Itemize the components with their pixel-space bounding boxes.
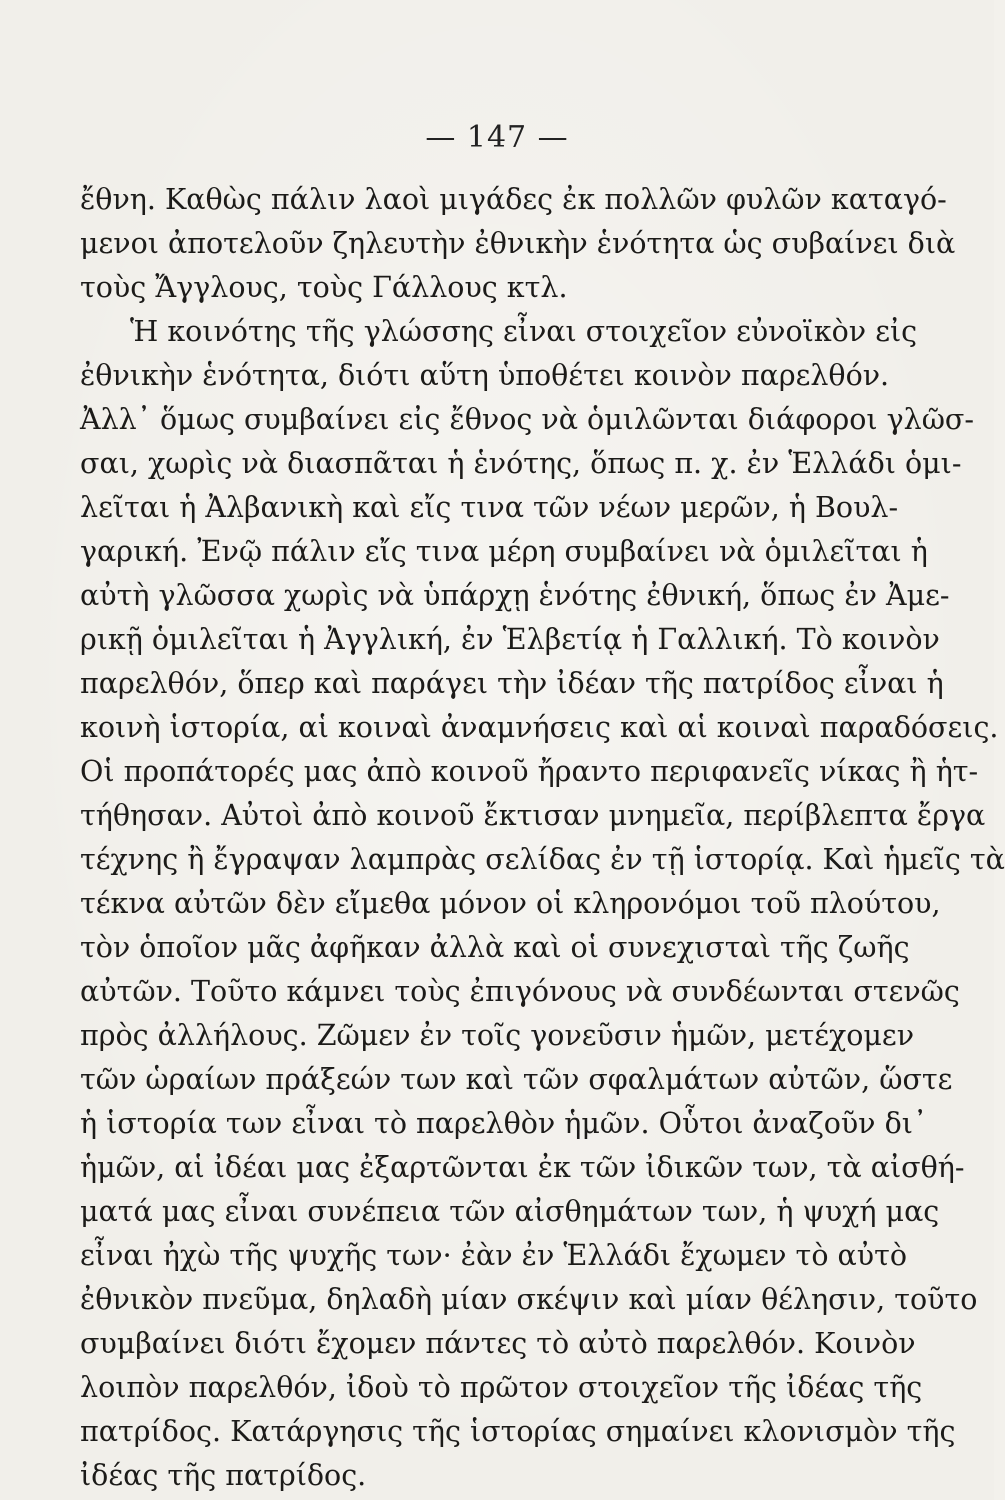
text-line: εἶναι ἠχὼ τῆς ψυχῆς των· ἐὰν ἐν Ἑλλάδι ἔχωμεν τὸ αὐτὸ — [80, 1239, 908, 1272]
text-line: τήθησαν. Αὐτοὶ ἀπὸ κοινοῦ ἔκτισαν μνημεῖα, περίβλεπτα ἔργα — [80, 799, 986, 832]
text-line: μενοι ἀποτελοῦν ζηλευτὴν ἐθνικὴν ἑνότητα ὡς συβαίνει διὰ — [80, 227, 956, 260]
text-line: συμβαίνει διότι ἔχομεν πάντες τὸ αὐτὸ παρελθόν. Κοινὸν — [80, 1327, 916, 1360]
text-line: Οἱ προπάτορές μας ἀπὸ κοινοῦ ἤραντο περιφανεῖς νίκας ἢ ἡτ- — [80, 755, 979, 788]
text-line: τοὺς Ἄγγλους, τοὺς Γάλλους κτλ. — [80, 271, 568, 304]
text-line: ἔθνη. Καθὼς πάλιν λαοὶ μιγάδες ἐκ πολλῶν φυλῶν καταγό- — [80, 183, 947, 216]
text-line: παρελθόν, ὅπερ καὶ παράγει τὴν ἰδέαν τῆς πατρίδος εἶναι ἡ — [80, 667, 944, 700]
text-line: πατρίδος. Κατάργησις τῆς ἱστορίας σημαίνει κλονισμὸν τῆς — [80, 1415, 956, 1448]
text-line: τὸν ὁποῖον μᾶς ἀφῆκαν ἀλλὰ καὶ οἱ συνεχισταὶ τῆς ζωῆς — [80, 931, 910, 964]
text-line: ρικῇ ὁμιλεῖται ἡ Ἀγγλική, ἐν Ἑλβετίᾳ ἡ Γαλλική. Τὸ κοινὸν — [80, 623, 940, 656]
text-line: λοιπὸν παρελθόν, ἰδοὺ τὸ πρῶτον στοιχεῖον τῆς ἰδέας τῆς — [80, 1371, 923, 1404]
text-line: τῶν ὡραίων πράξεών των καὶ τῶν σφαλμάτων αὐτῶν, ὥστε — [80, 1063, 953, 1096]
text-line: πρὸς ἀλλήλους. Ζῶμεν ἐν τοῖς γονεῦσιν ἡμῶν, μετέχομεν — [80, 1019, 915, 1052]
page-number: — 147 — — [425, 120, 569, 155]
text-line: ματά μας εἶναι συνέπεια τῶν αἰσθημάτων των, ἡ ψυχή μας — [80, 1195, 940, 1228]
body-text — [80, 178, 1005, 1498]
text-line: αὐτὴ γλῶσσα χωρὶς νὰ ὑπάρχῃ ἑνότης ἐθνική, ὅπως ἐν Ἀμε- — [80, 579, 950, 612]
text-line: ἰδέας τῆς πατρίδος. — [80, 1459, 367, 1492]
text-line: ἡμῶν, αἱ ἰδέαι μας ἐξαρτῶνται ἐκ τῶν ἰδικῶν των, τὰ αἰσθή- — [80, 1151, 965, 1184]
text-line: αὐτῶν. Τοῦτο κάμνει τοὺς ἐπιγόνους νὰ συνδέωνται στενῶς — [80, 975, 960, 1008]
text-line: Ἀλλ᾽ ὅμως συμβαίνει εἰς ἔθνος νὰ ὁμιλῶνται διάφοροι γλῶσ- — [80, 403, 975, 436]
text-line: λεῖται ἡ Ἀλβανικὴ καὶ εἴς τινα τῶν νέων μερῶν, ἡ Βουλ- — [80, 491, 899, 524]
text-line: κοινὴ ἱστορία, αἱ κοιναὶ ἀναμνήσεις καὶ αἱ κοιναὶ παραδόσεις. — [80, 711, 999, 744]
text-line: τέκνα αὐτῶν δὲν εἴμεθα μόνον οἱ κληρονόμοι τοῦ πλούτου, — [80, 887, 941, 920]
text-line: ἐθνικὸν πνεῦμα, δηλαδὴ μίαν σκέψιν καὶ μίαν θέλησιν, τοῦτο — [80, 1283, 978, 1316]
text-line: Ἡ κοινότης τῆς γλώσσης εἶναι στοιχεῖον εὐνοϊκὸν εἰς — [130, 315, 918, 348]
text-line: γαρική. Ἐνῷ πάλιν εἴς τινα μέρη συμβαίνει νὰ ὁμιλεῖται ἡ — [80, 535, 928, 568]
text-line: ἐθνικὴν ἑνότητα, διότι αὕτη ὑποθέτει κοινὸν παρελθόν. — [80, 359, 890, 392]
text-line: ἡ ἱστορία των εἶναι τὸ παρελθὸν ἡμῶν. Οὗτοι ἀναζοῦν δι᾽ — [80, 1107, 928, 1140]
text-line: σαι, χωρὶς νὰ διασπᾶται ἡ ἑνότης, ὅπως π. χ. ἐν Ἑλλάδι ὁμι- — [80, 447, 962, 480]
text-line: τέχνης ἢ ἔγραψαν λαμπρὰς σελίδας ἐν τῇ ἱστορίᾳ. Καὶ ἡμεῖς τὰ — [80, 843, 1005, 876]
